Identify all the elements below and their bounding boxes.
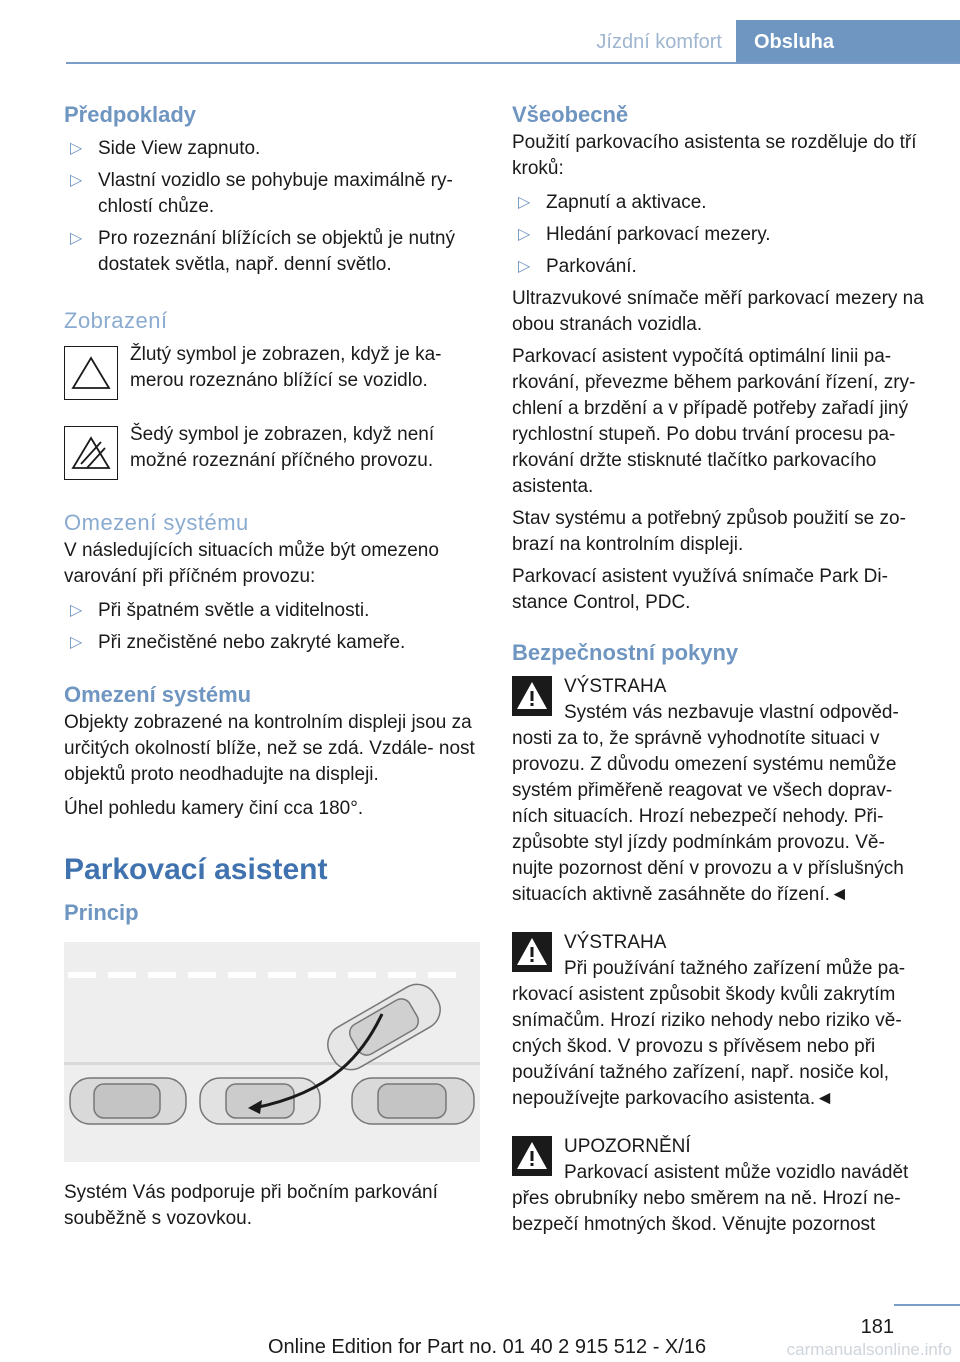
park-assist-heading: Parkovací asistent xyxy=(64,853,328,886)
header-chapter: Obsluha xyxy=(736,20,960,64)
list-item: ▷ Zapnutí a aktivace. xyxy=(512,190,930,216)
list-item: ▷ Hledání parkovací mezery. xyxy=(512,222,930,248)
list-item: ▷ Při znečistěné nebo zakryté kameře. xyxy=(64,630,480,656)
warning-1-label: VÝSTRAHA xyxy=(564,676,667,697)
footer-rule xyxy=(894,1304,960,1306)
principle-caption: Systém Vás podporuje při bočním parkování souběžně s vozovkou. xyxy=(64,1182,438,1229)
general-p1: Ultrazvukové snímače měří parkovací mezery na obou stranách vozidla. xyxy=(512,288,924,335)
limits1-list xyxy=(64,598,480,656)
edition-footer: Online Edition for Part no. 01 40 2 915 512 - X/16 xyxy=(268,1336,707,1358)
notice-block xyxy=(512,1134,930,1238)
watermark: carmanualsonline.info xyxy=(786,1340,952,1359)
warning-1-text: Systém vás nezbavuje vlastní odpověd‐ nosti za to, že správně vyhodnotíte situaci v provozu. Z důvodu omezení systému nemůže systém přiměřeně reagovat ve všech doprav‐ ních situacích. Hrozí nebezpečí nehody. Při‐ způsobte styl jízdy podmínkám provozu. Vě‐ nujte pozornost dění v provozu a v příslušných situacích aktivně zasáhněte do řízení.◄ xyxy=(512,702,904,905)
safety-heading: Bezpečnostní pokyny xyxy=(512,640,739,665)
header-rule xyxy=(66,62,960,64)
triangle-bullet-icon: ▷ xyxy=(70,172,83,189)
page-header xyxy=(66,20,960,62)
triangle-bullet-icon: ▷ xyxy=(518,194,531,211)
steps-list xyxy=(512,190,930,280)
warning-2-label: VÝSTRAHA xyxy=(564,932,667,953)
warning-2-text: Při používání tažného zařízení může pa‐ rkovací asistent způsobit škody kvůli zakrytím snímačům. Hrozí riziko nehody nebo riziko vě‐ cných škod. V provozu s přívěsem nebo při používání tažného zařízení, např. nosiče kol, nepoužívejte parkovacího asistenta.◄ xyxy=(512,958,906,1109)
triangle-bullet-icon: ▷ xyxy=(70,230,83,247)
list-item: ▷ Side View zapnuto. xyxy=(64,136,480,162)
general-p3: Stav systému a potřebný způsob použití se zo‐ brazí na kontrolním displeji. xyxy=(512,508,906,555)
display-heading: Zobrazení xyxy=(64,308,168,333)
notice-text: Parkovací asistent může vozidlo navádět přes obrubníky nebo směrem na ně. Hrozí ne‐ bezpečí hmotných škod. Věnujte pozornost xyxy=(512,1162,909,1235)
general-heading: Všeobecně xyxy=(512,102,629,127)
triangle-bullet-icon: ▷ xyxy=(518,258,531,275)
gray-symbol-row xyxy=(64,422,480,480)
camera-angle-text: Úhel pohledu kamery činí cca 180°. xyxy=(64,798,364,819)
triangle-bullet-icon: ▷ xyxy=(518,226,531,243)
list-item: ▷ Pro rozeznání blížících se objektů je nutný dostatek světla, např. denní světlo. xyxy=(70,228,455,275)
warning-triangle-icon xyxy=(512,1136,552,1176)
warning-block-1 xyxy=(512,674,930,908)
warning-block-2 xyxy=(512,930,930,1112)
warning-triangle-icon xyxy=(512,676,552,716)
limits2-heading: Omezení systému xyxy=(64,682,252,707)
principle-heading: Princip xyxy=(64,900,139,925)
header-section: Jízdní komfort xyxy=(596,31,722,53)
left-column xyxy=(64,100,480,1232)
triangle-bullet-icon: ▷ xyxy=(70,602,83,619)
general-intro: Použití parkovacího asistenta se rozděluje do tří kroků: xyxy=(512,132,917,179)
page-number: 181 xyxy=(860,1316,894,1338)
right-column xyxy=(512,100,930,1238)
list-item: ▷ Parkování. xyxy=(512,254,930,280)
triangle-bullet-icon: ▷ xyxy=(70,634,83,651)
list-item: ▷ Při špatném světle a viditelnosti. xyxy=(64,598,480,624)
general-p4: Parkovací asistent využívá snímače Park Di‐ stance Control, PDC. xyxy=(512,566,888,613)
limits2-text: Objekty zobrazené na kontrolním displeji jsou za určitých okolností blíže, než se zdá. Vzdále‐ nost objektů proto neodhadujte na displeji. xyxy=(64,712,475,785)
general-p2: Parkovací asistent vypočítá optimální linii pa‐ rkování, převezme během parkování řízení, zry‐ chlení a brzdění a v případě potřeby zařadí jiný rychlostní stupeň. Po dobu trvání procesu pa‐ rkování držte stisknuté tlačítko parkovacího asistenta. xyxy=(512,346,916,497)
yellow-symbol-text: Žlutý symbol je zobrazen, když je ka‐ merou rozeznáno blížící se vozidlo. xyxy=(130,344,442,391)
limits1-intro: V následujících situacích může být omezeno varování při příčném provozu: xyxy=(64,540,439,587)
prereq-list xyxy=(64,136,480,278)
parking-illustration xyxy=(64,942,480,1162)
prereq-heading: Předpoklady xyxy=(64,102,197,127)
warning-triangle-icon xyxy=(512,932,552,972)
list-item: ▷ Vlastní vozidlo se pohybuje maximálně ry‐ chlostí chůze. xyxy=(70,170,453,217)
limits1-heading: Omezení systému xyxy=(64,510,249,535)
warning-triangle-crossed-icon xyxy=(64,426,118,480)
gray-symbol-text: Šedý symbol je zobrazen, když není možné rozeznání příčného provozu. xyxy=(130,424,435,471)
yellow-symbol-row xyxy=(64,342,480,400)
triangle-bullet-icon: ▷ xyxy=(70,140,83,157)
notice-label: UPOZORNĚNÍ xyxy=(564,1136,691,1157)
warning-triangle-outline-icon xyxy=(64,346,118,400)
